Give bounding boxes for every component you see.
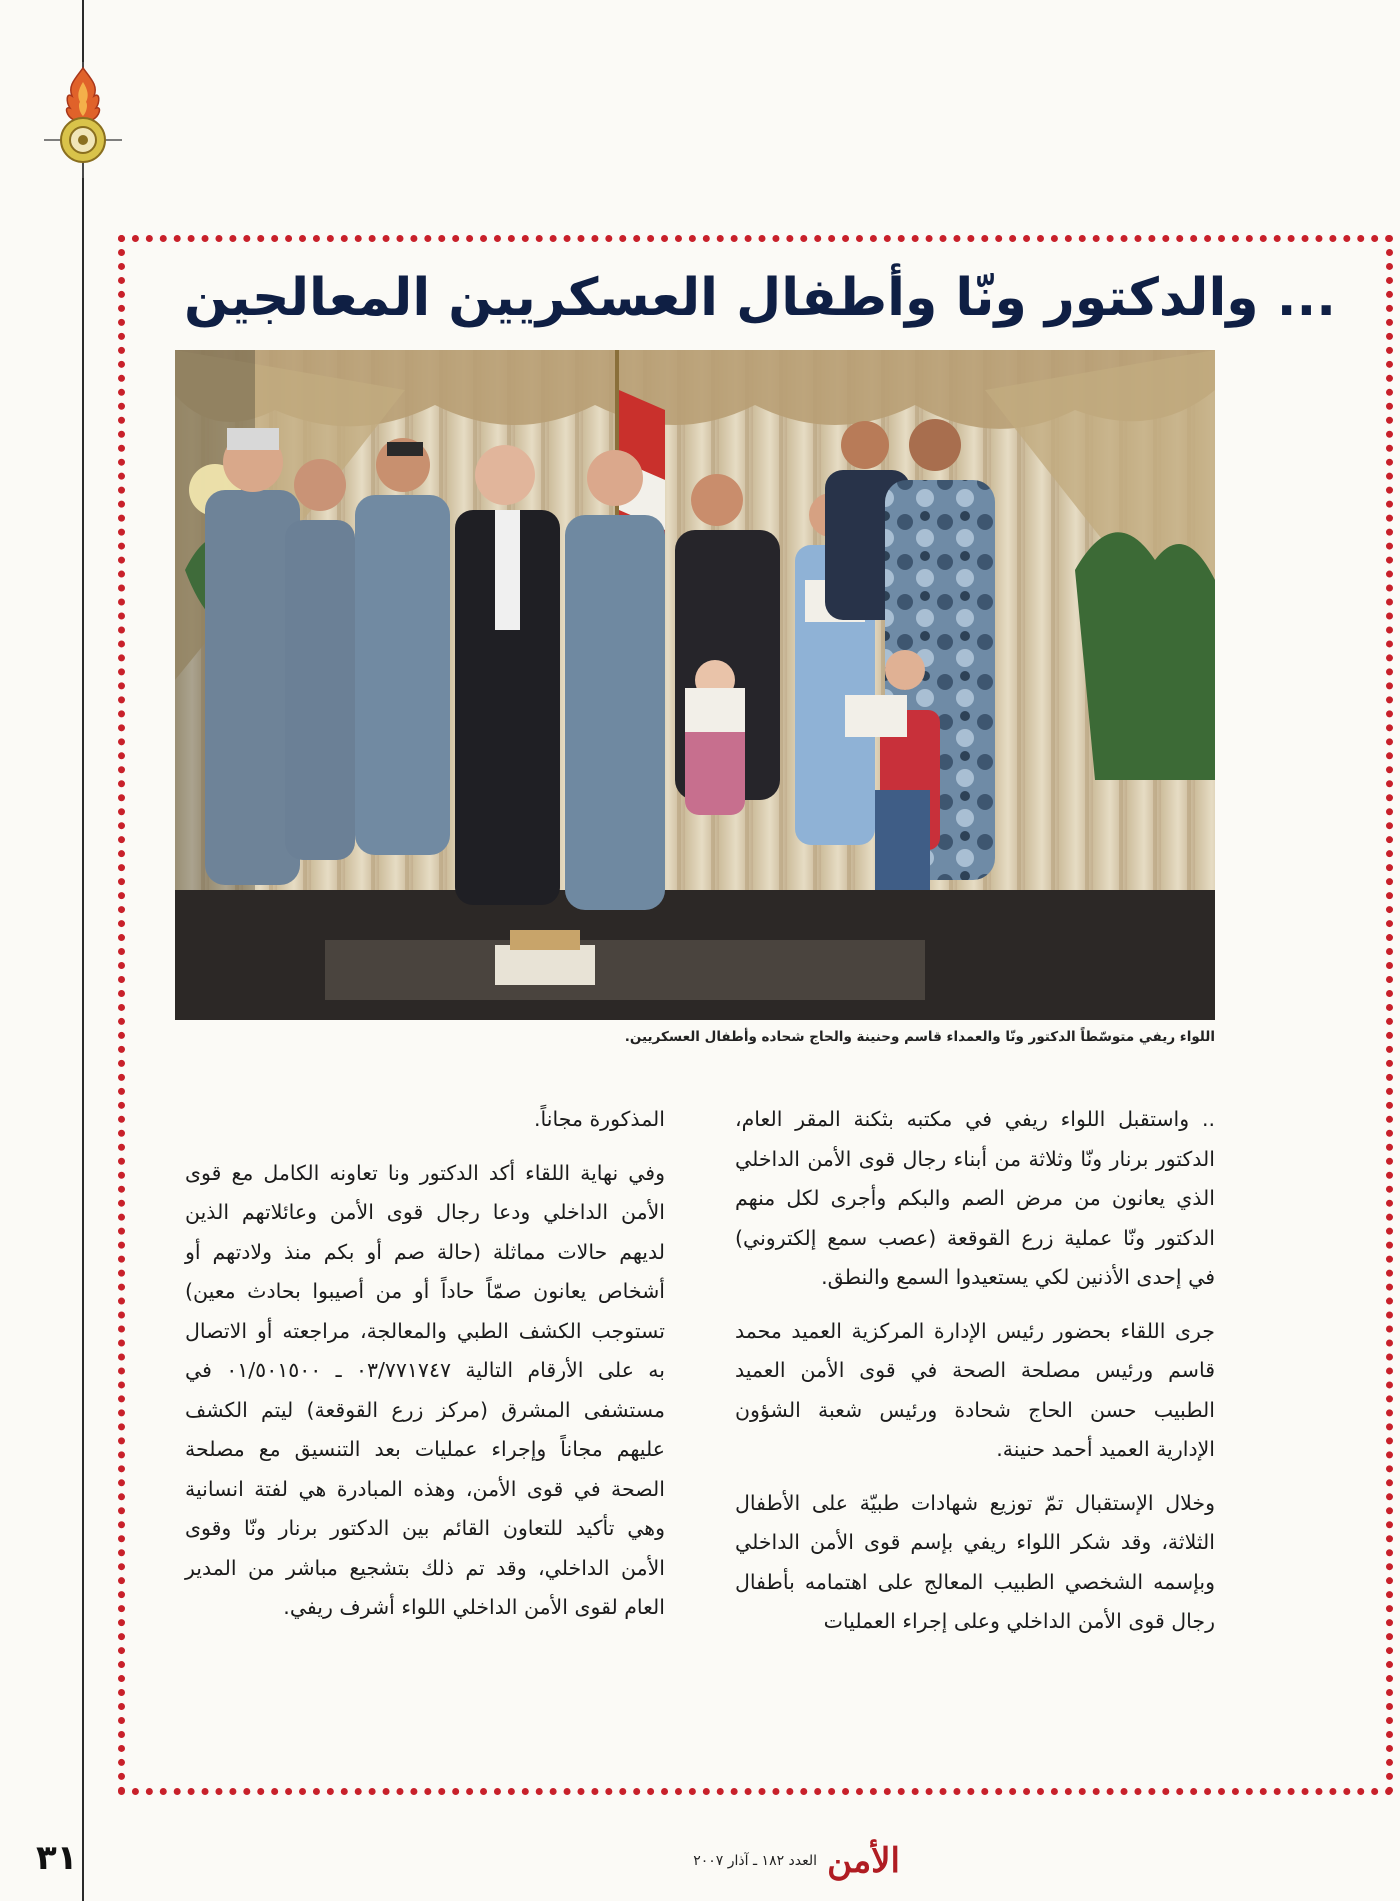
article-column-right bbox=[735, 1100, 1215, 1642]
group-photo bbox=[175, 350, 1215, 1020]
paragraph: جرى اللقاء بحضور رئيس الإدارة المركزية العميد محمد قاسم ورئيس مصلحة الصحة في قوى الأمن العميد الطبيب حسن الحاج شحادة ورئيس شعبة الشؤون الإدارية العميد أحمد حنينة. bbox=[735, 1318, 1215, 1461]
page-number: ٣١ bbox=[36, 1838, 78, 1878]
issue-info: العدد ١٨٢ ـ آذار ٢٠٠٧ bbox=[693, 1853, 818, 1869]
photo-caption: اللواء ريفي متوسّطاً الدكتور ونّا والعمداء قاسم وحنينة والحاج شحاده وأطفال العسكريين. bbox=[624, 1029, 1215, 1045]
paragraph: وخلال الإستقبال تمّ توزيع شهادات طبيّة على الأطفال الثلاثة، وقد شكر اللواء ريفي بإسم قوى الأمن الداخلي وبإسمه الشخصي الطبيب المعالج على اهتمامه بأطفال رجال قوى الأمن الداخلي وعلى إجراء العمليات bbox=[735, 1490, 1215, 1633]
magazine-footer bbox=[560, 1838, 900, 1884]
flame-emblem-icon bbox=[44, 62, 122, 178]
margin-rule bbox=[82, 0, 84, 1901]
paragraph: .. واستقبل اللواء ريفي في مكتبه بثكنة المقر العام، الدكتور برنار ونّا وثلاثة من أبناء رجال قوى الأمن الداخلي الذي يعانون من مرض الصم والبكم وأجرى لكل منهم الدكتور ونّا عملية زرع القوقعة (عصب سمع إلكتروني) في إحدى الأذنين لكي يستعيدوا السمع والنطق. bbox=[735, 1107, 1215, 1289]
article-column-left bbox=[185, 1100, 665, 1628]
paragraph: وفي نهاية اللقاء أكد الدكتور ونا تعاونه الكامل مع قوى الأمن الداخلي ودعا رجال قوى الأمن وعائلاتهم الذين لديهم حالات مماثلة (حالة صم أو بكم منذ ولادتهم أو أشخاص يعانون صمّاً حاداً أو من أصيبوا بحادث معين) تستوجب الكشف الطبي والمعالجة، مراجعته أو الاتصال به على الأرقام التالية ٠٣/٧٧١٧٤٧ ـ ٠١/٥٠١٥٠٠ في مستشفى المشرق (مركز زرع القوقعة) ليتم الكشف عليهم مجاناً وإجراء عمليات بعد التنسيق مع مصلحة الصحة في قوى الأمن، وهذه المبادرة هي لفتة انسانية وهي تأكيد للتعاون القائم بين الدكتور برنار ونّا وقوى الأمن الداخلي، وقد تم ذلك بتشجيع مباشر من المدير العام لقوى الأمن الداخلي اللواء أشرف ريفي. bbox=[185, 1160, 665, 1619]
magazine-logo: الأمن bbox=[827, 1841, 900, 1881]
paragraph: المذكورة مجاناً. bbox=[534, 1107, 665, 1131]
article-title: ... والدكتور ونّا وأطفال العسكريين المعالجين bbox=[184, 268, 1336, 328]
